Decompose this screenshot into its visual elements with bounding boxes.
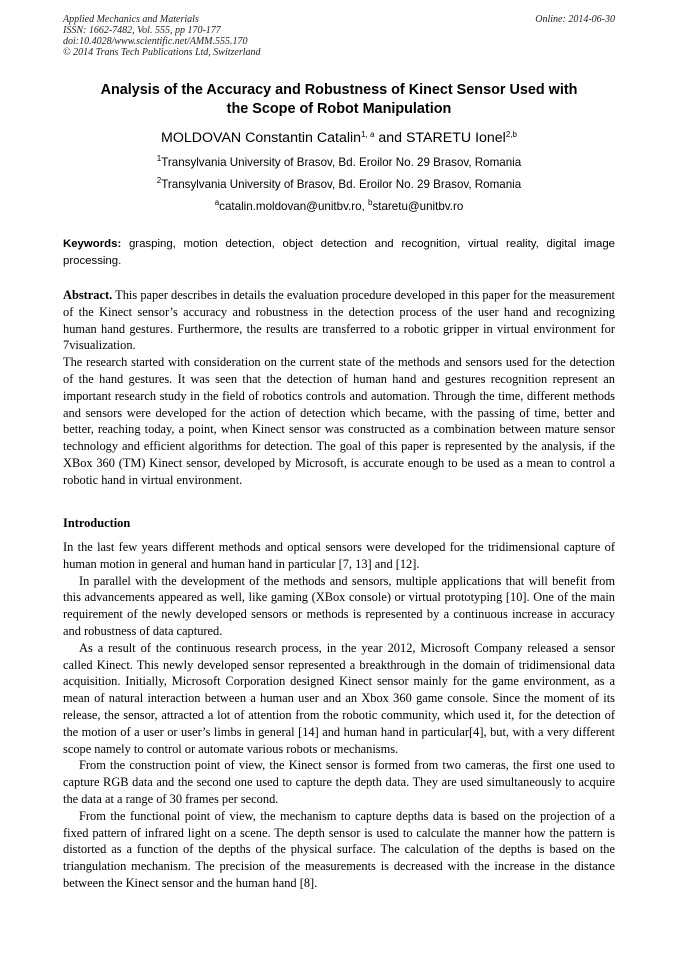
author-2-sup: 2,b: [505, 130, 517, 139]
title-line-1: Analysis of the Accuracy and Robustness of Kinect Sensor Used with: [100, 82, 578, 98]
intro-p3: As a result of the continuous research process, in the year 2012, Microsoft Company released a sensor called Kinect. This newly developed sensor represented a breakthrough in the domain of tridimensional data acquisition. Initially, Microsoft Corporation designed Kinect sensor mainly for the game environment, as a mean of natural interaction between a human user and an Xbox 360 game console. Since the moment of its release, the sensor, attracted a lot of attention from the robotic community, which used it, for the detection of the motion of a user or user’s limbs in general [14] and human hand in particular[4], but, with a very different scope namely to control or automate various robots or mechanisms.: [63, 640, 615, 756]
issn-line: ISSN: 1662-7482, Vol. 555, pp 170-177: [63, 25, 221, 36]
author-1: MOLDOVAN Constantin Catalin: [161, 130, 362, 146]
affiliation-2: [63, 178, 615, 192]
keywords: [63, 236, 619, 269]
intro-p1: In the last few years different methods and optical sensors were developed for the tridimensional capture of human motion in general and human hand in particular [7, 13] and [12].: [63, 540, 615, 571]
author-and: and: [374, 130, 406, 146]
section-heading-introduction: Introduction: [63, 516, 131, 530]
author-list: [63, 129, 615, 147]
copyright-line: © 2014 Trans Tech Publications Ltd, Switzerland: [63, 47, 261, 58]
abstract: [63, 287, 619, 489]
author-1-sup: 1, a: [361, 130, 375, 139]
affiliation-1-sup: 1: [156, 154, 162, 163]
introduction-body: [63, 539, 615, 892]
email-b-sup: b: [368, 198, 373, 207]
abstract-p1-text: This paper describes in details the evaluation procedure developed in this paper for the measurement of the Kinect sensor’s accuracy and robustness in the detection process of the user hand and recognizing human hand gestures. Furthermore, the results are transferred to a robotic gripper in virtual environment for 7visualization.: [63, 288, 619, 353]
author-emails: [63, 200, 615, 214]
affiliation-2-text: Transylvania University of Brasov, Bd. Eroilor No. 29 Brasov, Romania: [161, 178, 522, 191]
paper-title: [63, 81, 615, 119]
intro-p4: From the construction point of view, the Kinect sensor is formed from two cameras, the first one used to capture RGB data and the second one used to capture the depth data. They are used simultaneously to acquire the data at a range of 30 frames per second.: [63, 758, 615, 806]
abstract-p1: [63, 287, 619, 354]
doi-line: doi:10.4028/www.scientific.net/AMM.555.170: [63, 36, 248, 47]
keywords-label: Keywords:: [63, 238, 122, 250]
affiliation-1: [63, 156, 615, 170]
abstract-label: Abstract.: [63, 288, 113, 302]
author-2: STARETU Ionel: [405, 130, 506, 146]
journal-header: [63, 14, 615, 58]
affiliation-1-text: Transylvania University of Brasov, Bd. Eroilor No. 29 Brasov, Romania: [161, 156, 522, 169]
journal-name: Applied Mechanics and Materials: [63, 14, 199, 25]
email-b[interactable]: staretu@unitbv.ro: [372, 200, 464, 213]
email-a[interactable]: catalin.moldovan@unitbv.ro,: [219, 200, 368, 213]
abstract-p2: The research started with consideration on the current state of the methods and sensors used for the detection of the hand gestures. It was seen that the detection of human hand and gestures recognition represent an important research study in the field of robotics controls and automation. Through the time, different methods and sensors were developed for the action of detection which became, with the passing of time, better and better, reaching today, a point, when Kinect sensor was constructed as a combination between mature sensor technology and efficient algorithms for detection. The goal of this paper is represented by the analysis, if the XBox 360 (TM) Kinect sensor, developed by Microsoft, is accurate enough to be used as a mean to control a robotic hand in virtual environment.: [63, 355, 615, 487]
intro-p5: From the functional point of view, the mechanism to capture depths data is based on the projection of a fixed pattern of infrared light on a scene. The depth sensor is used to calculate the manner how the pattern is distorted as a function of the depths of the physical surface. The calculation of the depths is based on the triangulation mechanism. The precision of the measurements is decreased with the increase in the distance between the Kinect sensor and the human hand [8].: [63, 808, 615, 890]
keywords-text: grasping, motion detection, object detection and recognition, virtual reality, digital image processing.: [63, 238, 619, 267]
title-line-2: the Scope of Robot Manipulation: [226, 101, 452, 117]
affiliation-2-sup: 2: [156, 176, 162, 185]
online-date: Online: 2014-06-30: [535, 14, 615, 25]
email-a-sup: a: [214, 198, 220, 207]
intro-p2: In parallel with the development of the methods and sensors, multiple applications that will benefit from this advancements appeared as well, like gaming (XBox console) or virtual prototyping [10]. One of the main requirement of the newly developed sensors or methods is represented by a continuous increase in accuracy and robustness of data captured.: [63, 573, 615, 638]
